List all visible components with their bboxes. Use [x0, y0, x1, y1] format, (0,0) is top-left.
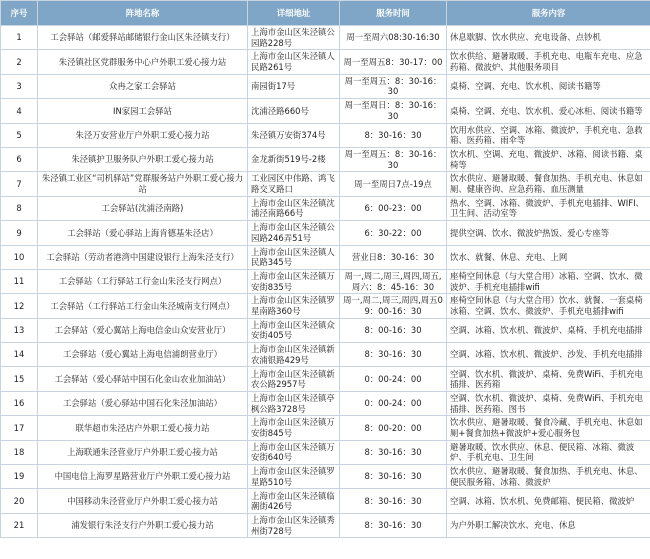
- row-name: 工会驿站(沈浦泾南路): [38, 196, 248, 220]
- row-services: 饮用水供应、空调、冰箱、微波炉、手机充电、急救箱、医药箱、雨伞等: [447, 123, 650, 147]
- row-address: 上海市金山区朱泾镇沈浦泾南路66号: [248, 196, 340, 220]
- row-services: 空调、冰箱、饮水机、微波炉、沙发、手机充电插排: [447, 343, 650, 367]
- row-name: 众冉之家工会驿站: [38, 74, 248, 98]
- row-index: 3: [1, 74, 38, 98]
- table-body: [1, 26, 650, 538]
- row-services: 饮水供应、避暑取暖、餐食冷藏、手机充电、休息如厕+餐食加热+微波炉+爱心服务包: [447, 416, 650, 440]
- row-index: 13: [1, 318, 38, 342]
- row-index: 17: [1, 416, 38, 440]
- row-index: 12: [1, 294, 38, 318]
- row-address: 南园街17号: [248, 74, 340, 98]
- row-name: 上海联通朱泾营业厅户外职工爱心接力站: [38, 440, 248, 464]
- row-hours: 营业日8：30-16：30: [340, 245, 447, 269]
- row-name: 工会驿站（工行驿站工行金山朱泾支行网点）: [38, 269, 248, 293]
- row-hours: 0：00-24：00: [340, 367, 447, 391]
- row-hours: 6：30-22：00: [340, 221, 447, 245]
- row-hours: 周一至周六08:30-16:30: [340, 26, 447, 50]
- row-services: 座椅空间休息（与大堂合用）饮水、就餐、一套桌椅冰箱、空调、饮水、微波炉、手机充电插排wifi: [447, 294, 650, 318]
- row-address: 朱泾镇万安街374号: [248, 123, 340, 147]
- row-hours: 8：00-20：00: [340, 416, 447, 440]
- row-services: 饮水供应、避暑取暖、餐食加热、手机充电、休息、便民服务箱、冰箱、微波炉: [447, 465, 650, 489]
- row-hours: 0：00-24：00: [340, 391, 447, 415]
- row-services: 饮水、就餐、休息、充电、上网: [447, 245, 650, 269]
- row-services: 桌椅、空调、充电、饮水机、爱心冰柜、阅读书籍等: [447, 99, 650, 123]
- row-hours: 周一,周二,周三,周四,周五09：00-16：30: [340, 294, 447, 318]
- row-name: 工会驿站（邮爱驿站邮储银行金山区朱泾镇支行）: [38, 26, 248, 50]
- row-services: 饮水供应、避暑取暖、餐食加热、手机充电、休息如厕、健康咨询、应急药箱、血压测量: [447, 172, 650, 196]
- row-name: 工会驿站（爱心驿站中国石化金山农业加油站）: [38, 367, 248, 391]
- row-index: 14: [1, 343, 38, 367]
- table-row: [1, 465, 650, 489]
- table-row: [1, 269, 650, 293]
- table-header: [1, 1, 650, 26]
- table-row: [1, 367, 650, 391]
- row-index: 19: [1, 465, 38, 489]
- table-row: [1, 489, 650, 513]
- row-index: 15: [1, 367, 38, 391]
- table-row: [1, 343, 650, 367]
- row-hours: 8：00-16：30: [340, 318, 447, 342]
- row-address: 上海市金山区朱泾镇万安街835号: [248, 269, 340, 293]
- row-address: 上海市金山区朱泾镇万安街640号: [248, 440, 340, 464]
- row-name: 朱泾镇社区党群服务中心户外职工爱心接力站: [38, 50, 248, 74]
- row-services: 饮水机、空调、充电、微波炉、冰箱、阅读书籍、桌椅等: [447, 147, 650, 171]
- row-hours: 8：30-16：30: [340, 465, 447, 489]
- row-name: 朱泾镇工业区“司机驿站”党群服务站户外职工爱心接力站: [38, 172, 248, 196]
- header-services: 服务内容: [447, 1, 650, 26]
- table-row: [1, 147, 650, 171]
- table-row: [1, 245, 650, 269]
- row-address: 上海市金山区朱泾镇罗星南路360号: [248, 294, 340, 318]
- row-hours: 6：00-23：00: [340, 196, 447, 220]
- row-index: 8: [1, 196, 38, 220]
- table-row: [1, 99, 650, 123]
- row-hours: 8：30-16：30: [340, 440, 447, 464]
- row-name: 工会驿站（爱心驿站上海肯德基朱泾店）: [38, 221, 248, 245]
- row-name: 联华超市朱泾店户外职工爱心接力站: [38, 416, 248, 440]
- row-hours: 周一至周五：8：30-16：30: [340, 147, 447, 171]
- row-hours: 8：30-16：30: [340, 123, 447, 147]
- table-row: [1, 416, 650, 440]
- row-address: 上海市金山区朱泾镇众安街405号: [248, 318, 340, 342]
- row-index: 11: [1, 269, 38, 293]
- row-address: 工业园区中伟路、鸿飞路交叉路口: [248, 172, 340, 196]
- row-address: 上海市金山区朱泾镇新农浦银路429号: [248, 343, 340, 367]
- header-index: 序号: [1, 1, 38, 26]
- row-index: 18: [1, 440, 38, 464]
- row-address: 上海市金山区朱泾镇人民路261号: [248, 50, 340, 74]
- row-services: 座椅空间休息（与大堂合用）冰箱、空调、饮水、微波炉、手机充电插排wifi: [447, 269, 650, 293]
- header-hours: 服务时间: [340, 1, 447, 26]
- row-address: 上海市金山区朱泾镇亭枫公路3728号: [248, 391, 340, 415]
- row-index: 2: [1, 50, 38, 74]
- table-row: [1, 294, 650, 318]
- header-address: 详细地址: [248, 1, 340, 26]
- row-name: 工会驿站（劳动者港湾中国建设银行上海朱泾支行）: [38, 245, 248, 269]
- row-index: 5: [1, 123, 38, 147]
- row-index: 6: [1, 147, 38, 171]
- row-address: 上海市金山区朱泾镇罗星路510号: [248, 465, 340, 489]
- header-row: [1, 1, 650, 26]
- row-services: 空调、冰箱、饮水机、免费邮箱、便民箱、微波炉: [447, 489, 650, 513]
- row-index: 9: [1, 221, 38, 245]
- row-hours: 8：30-16：30: [340, 343, 447, 367]
- row-hours: 周一,周二,周三,周四,周五,周六：8：45-16：30: [340, 269, 447, 293]
- table-row: [1, 221, 650, 245]
- row-address: 沈浦泾路660号: [248, 99, 340, 123]
- row-hours: 8：30-16：30: [340, 513, 447, 537]
- row-services: 热水、空调、冰箱、微波炉、手机充电插排、WIFI、卫生间、活动室等: [447, 196, 650, 220]
- row-name: 工会驿站（工行驿站工行金山朱泾城南支行网点）: [38, 294, 248, 318]
- row-name: 中国移动朱泾营业厅户外职工爱心接力站: [38, 489, 248, 513]
- row-address: 上海市金山区朱泾镇临潮街426号: [248, 489, 340, 513]
- row-index: 16: [1, 391, 38, 415]
- row-name: IN家园工会驿站: [38, 99, 248, 123]
- row-address: 金龙新街519号-2楼: [248, 147, 340, 171]
- row-address: 上海市金山区朱泾镇公园路228号: [248, 26, 340, 50]
- row-address: 上海市金山区朱泾镇万安街845号: [248, 416, 340, 440]
- row-index: 21: [1, 513, 38, 537]
- row-hours: 周一至周五8：30-17：00: [340, 50, 447, 74]
- row-address: 上海市金山区朱泾镇秀州街728号: [248, 513, 340, 537]
- row-address: 上海市金山区朱泾镇新农公路2957号: [248, 367, 340, 391]
- row-index: 20: [1, 489, 38, 513]
- table-row: [1, 440, 650, 464]
- row-name: 朱泾万安营业厅户外职工爱心接力站: [38, 123, 248, 147]
- row-address: 上海市金山区朱泾镇人民路345号: [248, 245, 340, 269]
- row-address: 上海市金山区朱泾镇公园路246弄51号: [248, 221, 340, 245]
- table-row: [1, 26, 650, 50]
- row-name: 工会驿站（爱心翼站上海电信金山众安营业厅）: [38, 318, 248, 342]
- table-row: [1, 74, 650, 98]
- table-row: [1, 513, 650, 537]
- row-services: 空调、饮水机、微波炉、桌椅、免费WiFi、手机充电插排、医药箱、图书: [447, 391, 650, 415]
- header-name: 阵地名称: [38, 1, 248, 26]
- row-hours: 周一至周日7点-19点: [340, 172, 447, 196]
- row-services: 空调、冰箱、饮水机、微波炉、桌椅、手机充电插排: [447, 318, 650, 342]
- row-services: 休息歇脚、饮水供应、充电设备、点钞机: [447, 26, 650, 50]
- row-name: 浦发银行朱泾支行户外职工爱心接力站: [38, 513, 248, 537]
- table-row: [1, 391, 650, 415]
- row-index: 1: [1, 26, 38, 50]
- row-services: 避暑取暖、饮水供应、休息、便民箱、冰箱、微波炉、手机充电、卫生间: [447, 440, 650, 464]
- row-services: 提供空调、饮水、微波炉热饭、爱心专座等: [447, 221, 650, 245]
- table-row: [1, 123, 650, 147]
- row-hours: 周一至周五：8：30-16：30: [340, 74, 447, 98]
- table-row: [1, 318, 650, 342]
- row-hours: 周一至周日：8：30-16：30: [340, 99, 447, 123]
- row-name: 朱泾镇护卫服务队户外职工爱心接力站: [38, 147, 248, 171]
- row-name: 工会驿站（爱心翼站上海电信浦朗营业厅）: [38, 343, 248, 367]
- row-index: 10: [1, 245, 38, 269]
- row-services: 饮水供给、避暑取暖、手机充电、电瓶车充电、应急药箱、微波炉、其他服务项目: [447, 50, 650, 74]
- row-name: 中国电信上海罗星路营业厅户外职工爱心接力站: [38, 465, 248, 489]
- row-hours: 8：30-16：30: [340, 489, 447, 513]
- table-row: [1, 196, 650, 220]
- row-services: 为户外职工解决饮水、充电、休息: [447, 513, 650, 537]
- row-services: 空调、饮水机、微波炉、桌椅、免费WiFi、手机充电插排、医药箱: [447, 367, 650, 391]
- row-index: 4: [1, 99, 38, 123]
- table-row: [1, 172, 650, 196]
- row-services: 桌椅、空调、充电、饮水机、阅读书籍等: [447, 74, 650, 98]
- table-row: [1, 50, 650, 74]
- row-name: 工会驿站（爱心驿站中国石化朱泾加油站）: [38, 391, 248, 415]
- row-index: 7: [1, 172, 38, 196]
